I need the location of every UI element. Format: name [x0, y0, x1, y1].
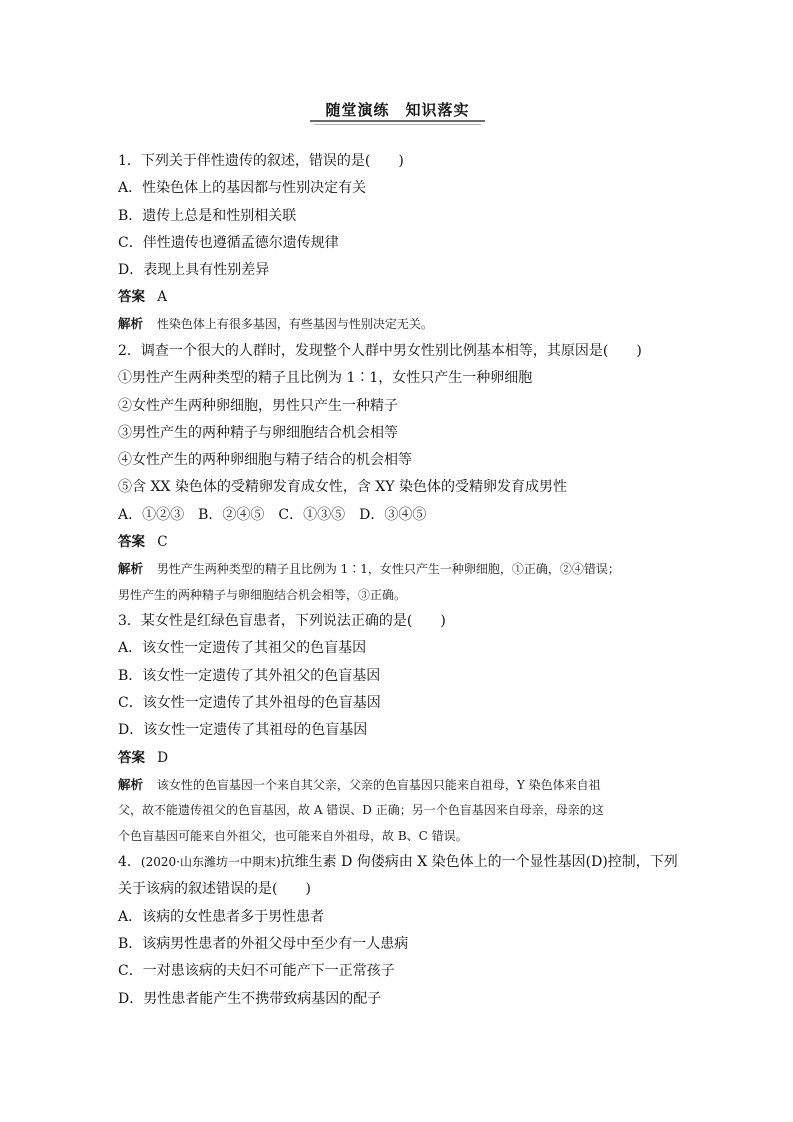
- question-2-explanation-line-2: 男性产生的两种精子与卵细胞结合机会相等，③正确。: [118, 587, 407, 602]
- explanation-line: 性染色体上有很多基因，有些基因与性别决定无关。: [156, 317, 433, 332]
- question-2: [118, 338, 678, 608]
- question-4-stem-line-2: 关于该病的叙述错误的是( ): [118, 881, 311, 898]
- question-1-option-d: D．表现上具有性别差异: [118, 262, 270, 279]
- answer-label: 答案: [118, 289, 145, 306]
- question-1-option-c: C．伴性遗传也遵循孟德尔遗传规律: [118, 234, 339, 251]
- header-underline: [310, 120, 485, 122]
- question-3-option-b: B．该女性一定遗传了其外祖父的色盲基因: [118, 667, 381, 684]
- question-3-explanation-line-2: 父，故不能遗传祖父的色盲基因，故 A 错误、D 正确；另一个色盲基因来自母亲，母亲的这: [118, 803, 604, 818]
- explanation-label: 解析: [118, 561, 144, 577]
- question-4-option-b: B．该病男性患者的外祖父母中至少有一人患病: [118, 935, 409, 952]
- question-4-stem: [118, 849, 678, 876]
- answer-value: A: [157, 289, 168, 306]
- question-2-statement-4: ④女性产生的两种卵细胞与精子结合的机会相等: [118, 452, 412, 469]
- question-1-answer: [118, 284, 678, 311]
- question-2-stem: 2．调查一个很大的人群时，发现整个人群中男女性别比例基本相等，其原因是( ): [118, 342, 642, 359]
- question-4-source: (2020·山东潍坊一中期末): [140, 855, 281, 870]
- explanation-label: 解析: [118, 316, 144, 332]
- answer-label: 答案: [118, 749, 145, 766]
- answer-value: C: [157, 534, 168, 551]
- section-header: [310, 100, 485, 122]
- question-1-stem: 1．下列关于伴性遗传的叙述，错误的是( ): [118, 153, 404, 169]
- question-2-statement-2: ②女性产生两种卵细胞，男性只产生一种精子: [118, 397, 398, 414]
- question-2-statement-3: ③男性产生的两种精子与卵细胞结合机会相等: [118, 424, 398, 441]
- question-2-statement-5: ⑤含 XX 染色体的受精卵发育成女性，含 XY 染色体的受精卵发育成男性: [118, 479, 567, 496]
- question-3-explanation-line-3: 个色盲基因可能来自外祖父，也可能来自外祖母，故 B、C 错误。: [118, 828, 468, 843]
- question-4-number: 4．: [118, 854, 141, 871]
- question-1-option-a: A．性染色体上的基因都与性别决定有关: [118, 180, 367, 197]
- question-3-option-a: A．该女性一定遗传了其祖父的色盲基因: [118, 640, 367, 657]
- question-2-options: A．①②③ B．②④⑤ C．①③⑤ D．③④⑤: [118, 506, 427, 523]
- explanation-line: 男性产生两种类型的精子且比例为 1∶1，女性只产生一种卵细胞，①正确，②④错误；: [156, 562, 620, 577]
- question-4-option-c: C．一对患该病的夫妇不可能产下一正常孩子: [118, 963, 395, 980]
- header-shadow-line: [314, 124, 481, 125]
- question-3: [118, 608, 678, 849]
- question-4-stem-text: 抗维生素 D 佝偻病由 X 染色体上的一个显性基因(D)控制，下列: [280, 854, 678, 871]
- question-1: [118, 148, 678, 338]
- question-1-option-b: B．遗传上总是和性别相关联: [118, 207, 297, 224]
- answer-label: 答案: [118, 534, 145, 551]
- section-title: 随堂演练 知识落实: [325, 101, 470, 119]
- questions-area: [118, 148, 678, 1013]
- question-4: [118, 849, 678, 1013]
- question-3-answer: [118, 745, 678, 772]
- answer-value: D: [157, 749, 169, 766]
- question-2-answer: [118, 529, 678, 556]
- question-1-explanation: [118, 311, 678, 338]
- explanation-line: 该女性的色盲基因一个来自其父亲，父亲的色盲基因只能来自祖母，Y 染色体来自祖: [156, 777, 601, 792]
- question-3-explanation: [118, 772, 678, 799]
- question-4-option-d: D．男性患者能产生不携带致病基因的配子: [118, 990, 382, 1007]
- question-3-option-c: C．该女性一定遗传了其外祖母的色盲基因: [118, 694, 381, 711]
- question-3-stem: 3．某女性是红绿色盲患者，下列说法正确的是( ): [118, 613, 446, 630]
- question-2-statement-1: ①男性产生两种类型的精子且比例为 1∶1，女性只产生一种卵细胞: [118, 370, 533, 387]
- question-3-option-d: D．该女性一定遗传了其祖母的色盲基因: [118, 722, 368, 739]
- explanation-label: 解析: [118, 776, 144, 792]
- question-2-explanation: [118, 556, 678, 583]
- question-4-option-a: A．该病的女性患者多于男性患者: [118, 908, 325, 925]
